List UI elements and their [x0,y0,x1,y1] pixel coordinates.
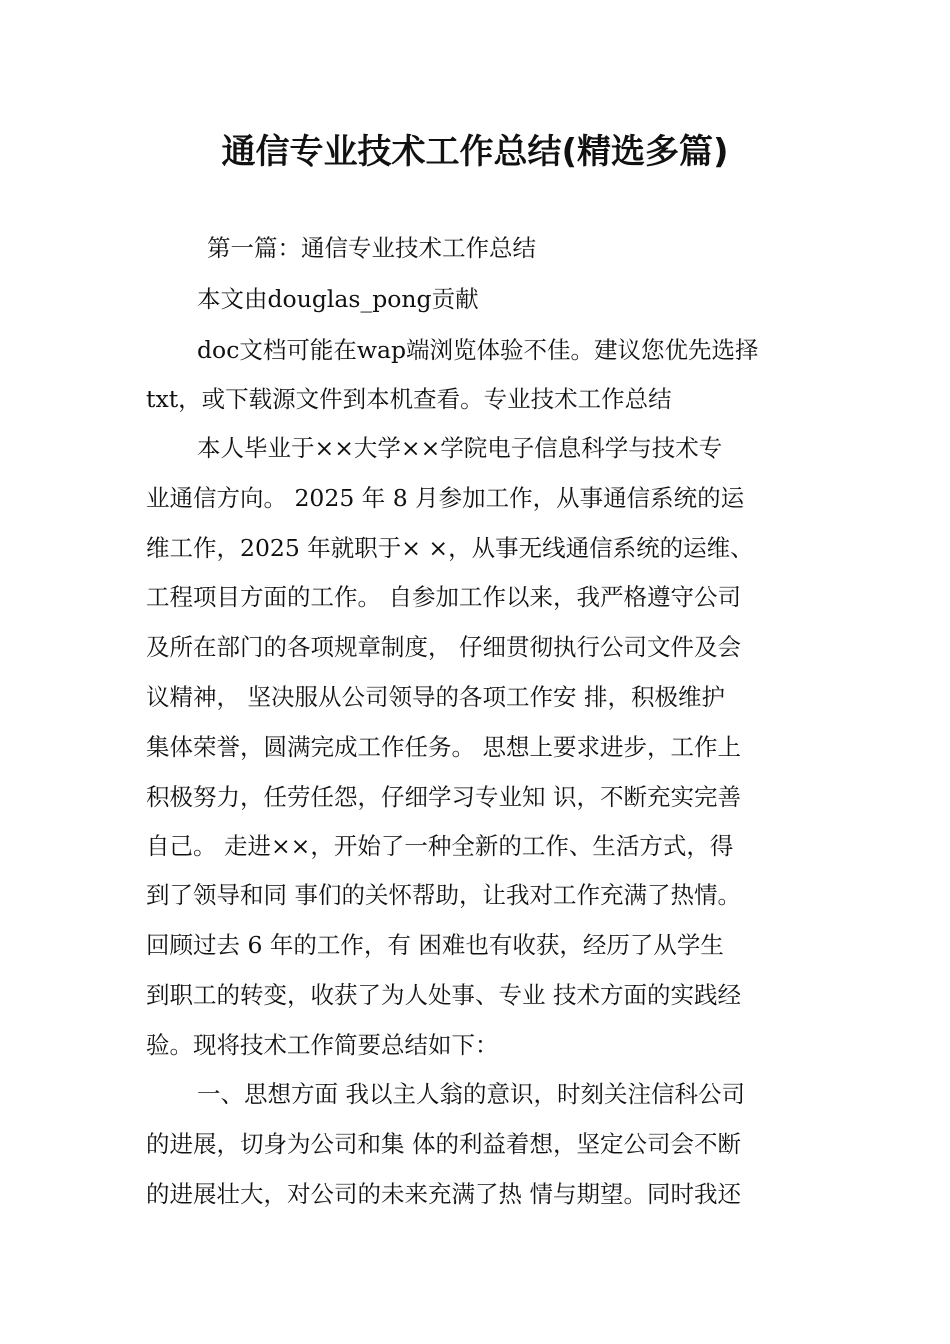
paragraph-line: 到了领导和同 事们的关怀帮助，让我对工作充满了热情。 [146,881,741,909]
paragraph-line: 到职工的转变，收获了为人处事、专业 技术方面的实践经 [146,981,741,1009]
document-title: 通信专业技术工作总结(精选多篇) [221,132,729,172]
author-line: 本文由douglas_pong贡献 [197,285,479,313]
paragraph-line: 的进展壮大，对公司的未来充满了热 情与期望。同时我还 [146,1180,741,1208]
paragraph-line: 业通信方向。 2025 年 8 月参加工作，从事通信系统的运 [146,484,745,512]
paragraph-line: 本人毕业于××大学××学院电子信息科学与技术专 [197,434,723,462]
paragraph-line: txt，或下载源文件到本机查看。专业技术工作总结 [146,385,672,413]
paragraph-line: 自己。 走进××，开始了一种全新的工作、生活方式，得 [146,832,734,860]
paragraph-line: doc文档可能在wap端浏览体验不佳。建议您优先选择 [197,336,759,364]
paragraph-line: 工程项目方面的工作。 自参加工作以来，我严格遵守公司 [146,583,741,611]
paragraph-line: 一、思想方面 我以主人翁的意识，时刻关注信科公司 [197,1080,745,1108]
paragraph-line: 回顾过去 6 年的工作，有 困难也有收获，经历了从学生 [146,931,724,959]
paragraph-line: 集体荣誉，圆满完成工作任务。 思想上要求进步，工作上 [146,733,741,761]
section-heading: 第一篇：通信专业技术工作总结 [207,234,536,262]
paragraph-line: 积极努力，任劳任怨，仔细学习专业知 识，不断充实完善 [146,783,741,811]
paragraph-line: 维工作，2025 年就职于× ×，从事无线通信系统的运维、 [146,534,754,562]
paragraph-line: 的进展，切身为公司和集 体的利益着想，坚定公司会不断 [146,1130,741,1158]
paragraph-line: 及所在部门的各项规章制度， 仔细贯彻执行公司文件及会 [146,633,741,661]
paragraph-line: 验。现将技术工作简要总结如下： [146,1031,499,1059]
paragraph-line: 议精神， 坚决服从公司领导的各项工作安 排，积极维护 [146,683,725,711]
